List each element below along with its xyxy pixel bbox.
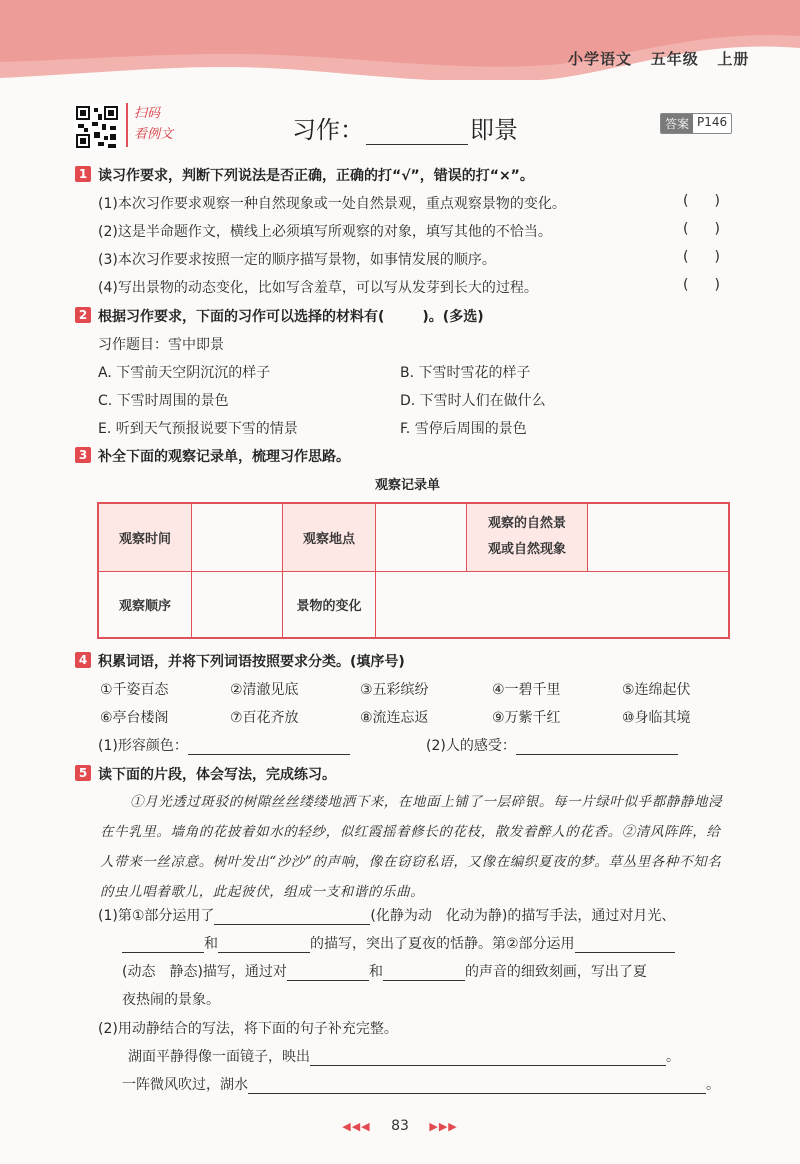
q5-sentence-2-blank[interactable] — [248, 1077, 706, 1094]
q5-text-d: 的描写，突出了夏夜的恬静。第②部分运用 — [310, 936, 575, 952]
q1-item-3: (3)本次习作要求按照一定的顺序描写景物，如事情发展的顺序。 — [98, 252, 496, 268]
title-blank[interactable] — [366, 122, 468, 145]
cell-object[interactable] — [588, 503, 730, 571]
next-arrows-icon: ▶▶▶ — [429, 1120, 458, 1133]
question-2-prompt — [98, 306, 484, 326]
q1-item-4: (4)写出景物的动态变化，比如写含羞草，可以写从发芽到长大的过程。 — [98, 280, 538, 296]
cell-order[interactable] — [192, 571, 283, 638]
q1-item-2: (2)这是半命题作文，横线上必须填写所观察的对象，填写其他的不恰当。 — [98, 224, 552, 240]
scan-line-1: 扫码 — [134, 106, 161, 121]
cell-change[interactable] — [376, 571, 730, 638]
prev-arrows-icon: ◀◀◀ — [342, 1120, 371, 1133]
q5-sentence-2-period: 。 — [706, 1077, 720, 1093]
q2-option-d: D. 下雪时人们在做什么 — [400, 393, 546, 409]
q5-sub-1-line-2 — [122, 933, 675, 953]
q5-sentence-2 — [122, 1074, 720, 1094]
question-2-number: 2 — [75, 307, 91, 323]
q5-text-c: 和 — [204, 936, 218, 952]
scan-line-2: 看例文 — [134, 127, 174, 142]
q4-sub-1-blank[interactable] — [188, 738, 350, 755]
q5-sub-1-line-4: 夜热闹的景象。 — [122, 992, 220, 1008]
observation-table — [97, 502, 730, 639]
word-7: ⑦百花齐放 — [230, 710, 299, 726]
q1-answer-3[interactable]: ( ) — [683, 249, 720, 265]
question-3-prompt: 补全下面的观察记录单，梳理习作思路。 — [98, 449, 350, 465]
q4-sub-2-blank[interactable] — [516, 738, 678, 755]
header-place: 观察地点 — [283, 503, 376, 571]
q5-blank-6[interactable] — [383, 964, 465, 981]
q5-sub-2: (2)用动静结合的写法，将下面的句子补充完整。 — [98, 1021, 398, 1037]
q1-item-1: (1)本次习作要求观察一种自然现象或一处自然景观，重点观察景物的变化。 — [98, 196, 566, 212]
word-5: ⑤连绵起伏 — [622, 682, 691, 698]
header-object-line-1: 观察的自然景 — [487, 516, 566, 532]
word-10: ⑩身临其境 — [622, 710, 691, 726]
header-change: 景物的变化 — [283, 571, 376, 638]
q5-text-f: 和 — [368, 964, 383, 980]
q5-sentence-2-text: 一阵微风吹过，湖水 — [122, 1077, 248, 1093]
q5-text-g: 的声音的细致刻画，写出了夏 — [464, 964, 647, 980]
answer-reference — [660, 113, 732, 134]
q5-blank-5[interactable] — [287, 964, 369, 981]
q5-sub-1-line-1 — [98, 905, 675, 925]
q5-sentence-1 — [128, 1046, 680, 1066]
question-3-number: 3 — [75, 447, 91, 463]
header-object-line-2: 观或自然现象 — [487, 542, 566, 558]
word-1: ①千姿百态 — [100, 682, 169, 698]
q1-answer-4[interactable]: ( ) — [683, 277, 720, 293]
question-4-prompt: 积累词语，并将下列词语按照要求分类。(填序号) — [98, 654, 405, 670]
q2-option-b: B. 下雪时雪花的样子 — [400, 365, 531, 381]
q5-text-a: (1)第①部分运用了 — [98, 908, 215, 924]
q1-answer-1[interactable]: ( ) — [683, 193, 720, 209]
header-object — [467, 503, 588, 571]
question-1-number: 1 — [75, 166, 91, 182]
subject-label: 小学语文 — [568, 50, 633, 68]
answer-page: P146 — [693, 114, 731, 133]
q5-sub-1-line-3 — [122, 961, 647, 981]
question-5-prompt: 读下面的片段，体会写法，完成练习。 — [98, 767, 336, 783]
page-number: 83 — [391, 1118, 409, 1134]
word-4: ④一碧千里 — [492, 682, 561, 698]
page-title — [292, 110, 518, 145]
q2-topic: 习作题目：雪中即景 — [98, 337, 224, 353]
word-9: ⑨万紫千红 — [492, 710, 561, 726]
scan-example-label[interactable] — [126, 103, 180, 147]
q5-blank-2[interactable] — [122, 936, 204, 953]
q2-option-e: E. 听到天气预报说要下雪的情景 — [98, 421, 298, 437]
qr-code-icon[interactable] — [74, 104, 120, 150]
header-order: 观察顺序 — [98, 571, 192, 638]
q5-blank-1[interactable] — [214, 908, 370, 925]
title-suffix: 即景 — [470, 116, 518, 144]
q4-sub-1-label: (1)形容颜色： — [98, 738, 188, 754]
word-6: ⑥亭台楼阁 — [100, 710, 169, 726]
header-title — [568, 48, 749, 69]
question-4-number: 4 — [75, 652, 91, 668]
cell-time[interactable] — [192, 503, 283, 571]
q5-blank-4[interactable] — [575, 936, 675, 953]
q5-text-b: (化静为动 化动为静)的描写手法，通过对月光、 — [370, 908, 676, 924]
q1-answer-2[interactable]: ( ) — [683, 221, 720, 237]
q2-prompt-a: 根据习作要求，下面的习作可以选择的材料有( — [98, 309, 385, 325]
q5-sentence-1-text: 湖面平静得像一面镜子，映出 — [128, 1049, 310, 1065]
reading-passage: ①月光透过斑驳的树隙丝丝缕缕地洒下来，在地面上铺了一层碎银。每一片绿叶似乎都静静地浸在牛乳里。墙角的花披着如水的轻纱，似红霞摇着修长的花枝，散发着醉人的花香。②清风阵阵，给人带来一丝凉意。树叶发出“沙沙”的声响，像在窃窃私语，又像在编织夏夜的梦。草丛里各种不知名的虫儿唱着歌儿，此起彼伏，组成一支和谐的乐曲。 — [100, 794, 723, 900]
answer-label: 答案 — [661, 114, 693, 133]
q5-sentence-1-period: 。 — [666, 1049, 680, 1065]
question-5-number: 5 — [75, 765, 91, 781]
title-prefix: 习作： — [292, 116, 364, 144]
q2-option-a: A. 下雪前天空阴沉沉的样子 — [98, 365, 271, 381]
q2-option-f: F. 雪停后周围的景色 — [400, 421, 527, 437]
question-1-prompt: 读习作要求，判断下列说法是否正确，正确的打“√”，错误的打“×”。 — [98, 168, 534, 184]
header-time: 观察时间 — [98, 503, 192, 571]
q2-prompt-b: )。(多选) — [422, 309, 484, 325]
word-8: ⑧流连忘返 — [360, 710, 429, 726]
cell-place[interactable] — [376, 503, 467, 571]
q4-sub-2 — [426, 735, 678, 755]
q5-sentence-1-blank[interactable] — [310, 1049, 666, 1066]
q5-blank-3[interactable] — [218, 936, 310, 953]
word-2: ②清澈见底 — [230, 682, 299, 698]
q4-sub-1 — [98, 735, 350, 755]
q2-option-c: C. 下雪时周围的景色 — [98, 393, 229, 409]
grade-label: 五年级 — [650, 50, 699, 68]
word-3: ③五彩缤纷 — [360, 682, 429, 698]
page-footer — [0, 1118, 800, 1134]
q5-text-e: (动态 静态)描写，通过对 — [122, 964, 287, 980]
q4-sub-2-label: (2)人的感受： — [426, 738, 516, 754]
volume-label: 上册 — [717, 50, 750, 68]
table-title: 观察记录单 — [375, 478, 441, 493]
